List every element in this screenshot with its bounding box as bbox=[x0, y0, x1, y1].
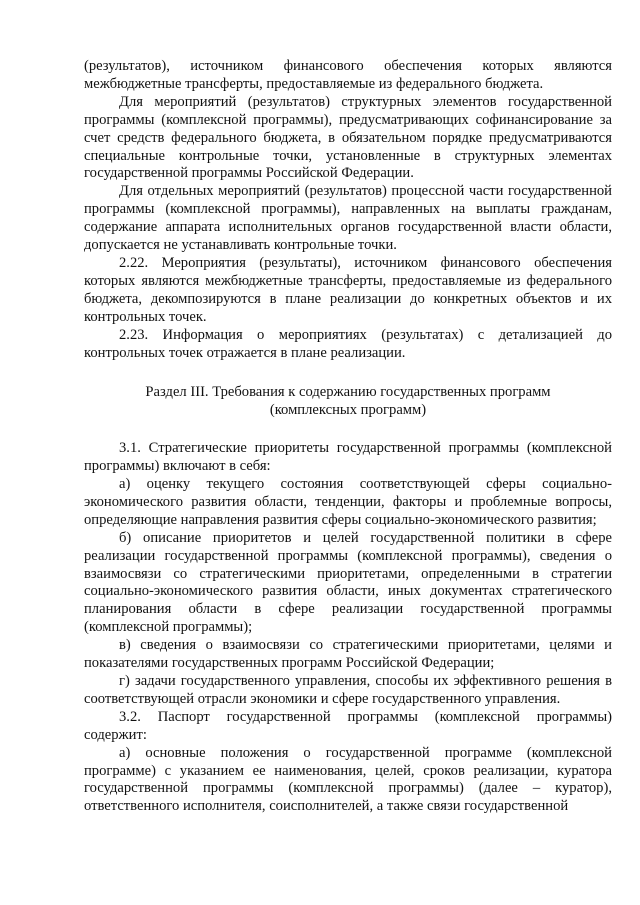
section-heading-line2: (комплексных программ) bbox=[269, 402, 427, 419]
list-item-g: г) задачи государственного управления, способы их эффективного решения в соответствующей отрасли экономики и сфере государственного управления. bbox=[84, 673, 612, 707]
paragraph-continuation: (результатов), источником финансового обеспечения которых являются межбюджетные трансферты, предоставляемые из федерального бюджета. bbox=[84, 58, 612, 92]
list-item-b: б) описание приоритетов и целей государственной политики в сфере реализации государственной программы (комплексной программы), сведения о взаимосвязи со стратегическими приоритетами, определенными в стратегии социально-экономического развития области, иных документах стратегического планирования области в сфере реализации государственной программы (комплексной программы); bbox=[84, 529, 612, 636]
paragraph-process-part: Для отдельных мероприятий (результатов) процессной части государственной программы (комплексной программы), направленных на выплаты гражданам, содержание аппарата исполнительных органов государственной власти области, допускается не устанавливать контрольные точки. bbox=[84, 183, 612, 254]
list-item-a-passport: а) основные положения о государственной программе (комплексной программе) с указанием ее наименования, целей, сроков реализации, куратора государственной программы (комплексной программы) (далее – куратор), ответственного исполнителя, соисполнителей, а также связи государственной bbox=[84, 744, 612, 815]
paragraph-3-1: 3.1. Стратегические приоритеты государственной программы (комплексной программы) включают в себя: bbox=[84, 440, 612, 475]
paragraph-2-23: 2.23. Информация о мероприятиях (результатах) с детализацией до контрольных точек отражается в плане реализации. bbox=[84, 326, 612, 361]
list-item-v: в) сведения о взаимосвязи со стратегическими приоритетами, целями и показателями государственных программ Российской Федерации; bbox=[84, 637, 612, 672]
paragraph-cofinancing: Для мероприятий (результатов) структурных элементов государственной программы (комплексной программы), предусматривающих софинансирование за счет средств федерального бюджета, в обязательном порядке предусматриваются специальные контрольные точки, установленные в структурных элементах государственной программы Российской Федерации. bbox=[84, 93, 612, 182]
paragraph-2-22: 2.22. Мероприятия (результаты), источником финансового обеспечения которых являются межбюджетные трансферты, предоставляемые из федерального бюджета, декомпозируются в плане реализации до конкретных объектов и их контрольных точек. bbox=[84, 254, 612, 325]
list-item-a: а) оценку текущего состояния соответствующей сферы социально-экономического развития области, тенденции, факторы и проблемные вопросы, определяющие направления развития сферы социально-экономического развития; bbox=[84, 476, 612, 528]
section-heading bbox=[84, 384, 612, 420]
document-page bbox=[84, 58, 612, 816]
paragraph-3-2: 3.2. Паспорт государственной программы (комплексной программы) содержит: bbox=[84, 708, 612, 743]
section-heading-line1: Раздел III. Требования к содержанию государственных программ bbox=[145, 384, 551, 401]
